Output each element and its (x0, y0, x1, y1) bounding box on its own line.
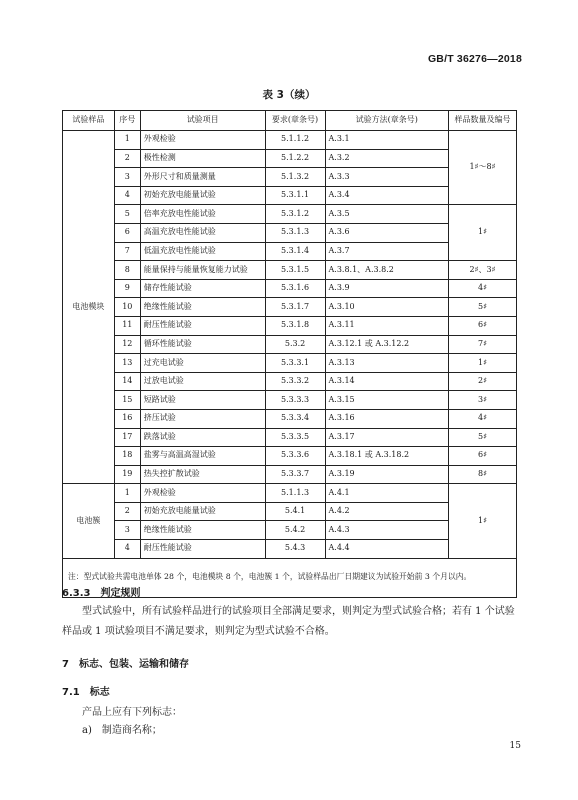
row-requirement: 5.3.2 (265, 335, 325, 354)
group-label-cluster: 电池簇 (63, 484, 115, 558)
table-row (63, 465, 517, 484)
row-method: A.3.18.1 或 A.3.18.2 (325, 447, 449, 466)
row-method: A.4.2 (325, 502, 449, 521)
row-no: 13 (114, 354, 140, 373)
row-no: 11 (114, 316, 140, 335)
row-no: 14 (114, 372, 140, 391)
section-6-3-3-heading: 6.3.3 判定规则 (62, 588, 141, 599)
row-requirement: 5.3.3.7 (265, 465, 325, 484)
table-caption: 表 3（续） (262, 89, 316, 101)
table-note: 注：型式试验共需电池单体 28 个，电池模块 8 个，电池簇 1 个，试验样品出厂日期建议为试验开始前 3 个月以内。 (63, 558, 517, 597)
row-requirement: 5.1.1.3 (265, 484, 325, 503)
table-row (63, 242, 517, 261)
row-sample: 1♯ (449, 354, 517, 373)
row-requirement: 5.3.1.5 (265, 261, 325, 280)
row-no: 4 (114, 540, 140, 559)
section-7-1-line1: 产品上应有下列标志： (82, 707, 182, 718)
row-no: 10 (114, 298, 140, 317)
row-method: A.3.5 (325, 205, 449, 224)
row-method: A.3.15 (325, 391, 449, 410)
row-item: 倍率充放电性能试验 (140, 205, 265, 224)
row-item: 初始充放电能量试验 (140, 502, 265, 521)
row-no: 19 (114, 465, 140, 484)
row-requirement: 5.4.1 (265, 502, 325, 521)
row-item: 过放电试验 (140, 372, 265, 391)
group-label-module: 电池模块 (63, 131, 115, 484)
table-row (63, 428, 517, 447)
row-method: A.4.3 (325, 521, 449, 540)
section-7-1-line2: a) 制造商名称； (82, 725, 162, 736)
row-item: 绝缘性能试验 (140, 521, 265, 540)
row-no: 7 (114, 242, 140, 261)
row-no: 1 (114, 484, 140, 503)
table-row (63, 186, 517, 205)
row-sample: 8♯ (449, 465, 517, 484)
row-no: 12 (114, 335, 140, 354)
row-no: 3 (114, 521, 140, 540)
table-row (63, 540, 517, 559)
row-sample: 7♯ (449, 335, 517, 354)
row-sample: 6♯ (449, 316, 517, 335)
header-method: 试验方法(章条号) (325, 111, 449, 131)
row-method: A.3.1 (325, 131, 449, 150)
row-sample: 2♯ (449, 372, 517, 391)
row-item: 短路试验 (140, 391, 265, 410)
row-requirement: 5.3.3.2 (265, 372, 325, 391)
row-requirement: 5.1.2.2 (265, 149, 325, 168)
row-requirement: 5.3.1.8 (265, 316, 325, 335)
row-item: 耐压性能试验 (140, 316, 265, 335)
row-no: 1 (114, 131, 140, 150)
header-no: 序号 (114, 111, 140, 131)
row-requirement: 5.3.1.4 (265, 242, 325, 261)
row-sample-merged: 1♯ (449, 205, 517, 261)
row-requirement: 5.3.3.3 (265, 391, 325, 410)
row-item: 低温充放电性能试验 (140, 242, 265, 261)
page-number: 15 (509, 741, 521, 751)
row-sample: 2♯、3♯ (449, 261, 517, 280)
row-method: A.3.4 (325, 186, 449, 205)
row-sample: 4♯ (449, 279, 517, 298)
table-row (63, 316, 517, 335)
row-item: 过充电试验 (140, 354, 265, 373)
row-item: 挤压试验 (140, 409, 265, 428)
table-row (63, 335, 517, 354)
header-item: 试验项目 (140, 111, 265, 131)
row-method: A.3.3 (325, 168, 449, 187)
row-method: A.3.2 (325, 149, 449, 168)
row-method: A.3.7 (325, 242, 449, 261)
row-item: 耐压性能试验 (140, 540, 265, 559)
table-row (63, 261, 517, 280)
row-requirement: 5.3.1.6 (265, 279, 325, 298)
row-sample: 4♯ (449, 409, 517, 428)
row-requirement: 5.3.1.7 (265, 298, 325, 317)
row-method: A.3.8.1、A.3.8.2 (325, 261, 449, 280)
table-header-row (63, 111, 517, 131)
row-sample-merged: 1♯～8♯ (449, 131, 517, 205)
row-no: 8 (114, 261, 140, 280)
row-sample: 5♯ (449, 428, 517, 447)
row-requirement: 5.3.1.1 (265, 186, 325, 205)
row-requirement: 5.3.3.4 (265, 409, 325, 428)
row-no: 16 (114, 409, 140, 428)
row-requirement: 5.1.3.2 (265, 168, 325, 187)
section-7-1-heading: 7.1 标志 (62, 687, 110, 698)
row-no: 6 (114, 223, 140, 242)
table-row (63, 149, 517, 168)
section-6-3-3-body: 型式试验中，所有试验样品进行的试验项目全部满足要求，则判定为型式试验合格；若有 1 个试验样品或 1 项试验项目不满足要求，则判定为型式试验不合格。 (62, 606, 515, 637)
row-item: 盐雾与高温高湿试验 (140, 447, 265, 466)
row-method: A.3.9 (325, 279, 449, 298)
row-method: A.3.13 (325, 354, 449, 373)
row-requirement: 5.4.3 (265, 540, 325, 559)
table-row (63, 168, 517, 187)
row-no: 2 (114, 149, 140, 168)
row-item: 储存性能试验 (140, 279, 265, 298)
row-sample: 3♯ (449, 391, 517, 410)
row-method: A.3.14 (325, 372, 449, 391)
row-no: 17 (114, 428, 140, 447)
table-row (63, 354, 517, 373)
table-row (63, 131, 517, 150)
table-row (63, 205, 517, 224)
test-items-table (62, 110, 517, 598)
row-item: 极性检测 (140, 149, 265, 168)
row-requirement: 5.4.2 (265, 521, 325, 540)
row-sample-merged: 1♯ (449, 484, 517, 558)
table-row (63, 372, 517, 391)
row-item: 高温充放电性能试验 (140, 223, 265, 242)
row-method: A.3.11 (325, 316, 449, 335)
table-row (63, 484, 517, 503)
row-method: A.4.1 (325, 484, 449, 503)
row-requirement: 5.3.1.2 (265, 205, 325, 224)
row-no: 15 (114, 391, 140, 410)
header-requirement: 要求(章条号) (265, 111, 325, 131)
row-requirement: 5.3.3.6 (265, 447, 325, 466)
row-no: 4 (114, 186, 140, 205)
row-no: 9 (114, 279, 140, 298)
row-method: A.3.12.1 或 A.3.12.2 (325, 335, 449, 354)
row-item: 外观检验 (140, 484, 265, 503)
row-method: A.3.10 (325, 298, 449, 317)
table-row (63, 409, 517, 428)
row-item: 循环性能试验 (140, 335, 265, 354)
row-method: A.3.16 (325, 409, 449, 428)
row-method: A.3.17 (325, 428, 449, 447)
table-row (63, 298, 517, 317)
row-sample: 6♯ (449, 447, 517, 466)
row-requirement: 5.3.3.1 (265, 354, 325, 373)
row-method: A.3.6 (325, 223, 449, 242)
table-row (63, 447, 517, 466)
row-no: 5 (114, 205, 140, 224)
table-row (63, 391, 517, 410)
table-row (63, 223, 517, 242)
row-item: 热失控扩散试验 (140, 465, 265, 484)
row-method: A.4.4 (325, 540, 449, 559)
table-row (63, 502, 517, 521)
row-requirement: 5.3.3.5 (265, 428, 325, 447)
row-requirement: 5.3.1.3 (265, 223, 325, 242)
row-requirement: 5.1.1.2 (265, 131, 325, 150)
header-sample: 试验样品 (63, 111, 115, 131)
row-no: 2 (114, 502, 140, 521)
header-sample-qty: 样品数量及编号 (449, 111, 517, 131)
row-sample: 5♯ (449, 298, 517, 317)
row-item: 跌落试验 (140, 428, 265, 447)
row-method: A.3.19 (325, 465, 449, 484)
section-7-heading: 7 标志、包装、运输和储存 (62, 659, 189, 670)
row-item: 绝缘性能试验 (140, 298, 265, 317)
row-item: 外观检验 (140, 131, 265, 150)
row-item: 能量保持与能量恢复能力试验 (140, 261, 265, 280)
row-no: 18 (114, 447, 140, 466)
table-row (63, 279, 517, 298)
row-no: 3 (114, 168, 140, 187)
table-row (63, 521, 517, 540)
row-item: 初始充放电能量试验 (140, 186, 265, 205)
standard-code: GB/T 36276—2018 (427, 53, 522, 65)
row-item: 外形尺寸和质量测量 (140, 168, 265, 187)
